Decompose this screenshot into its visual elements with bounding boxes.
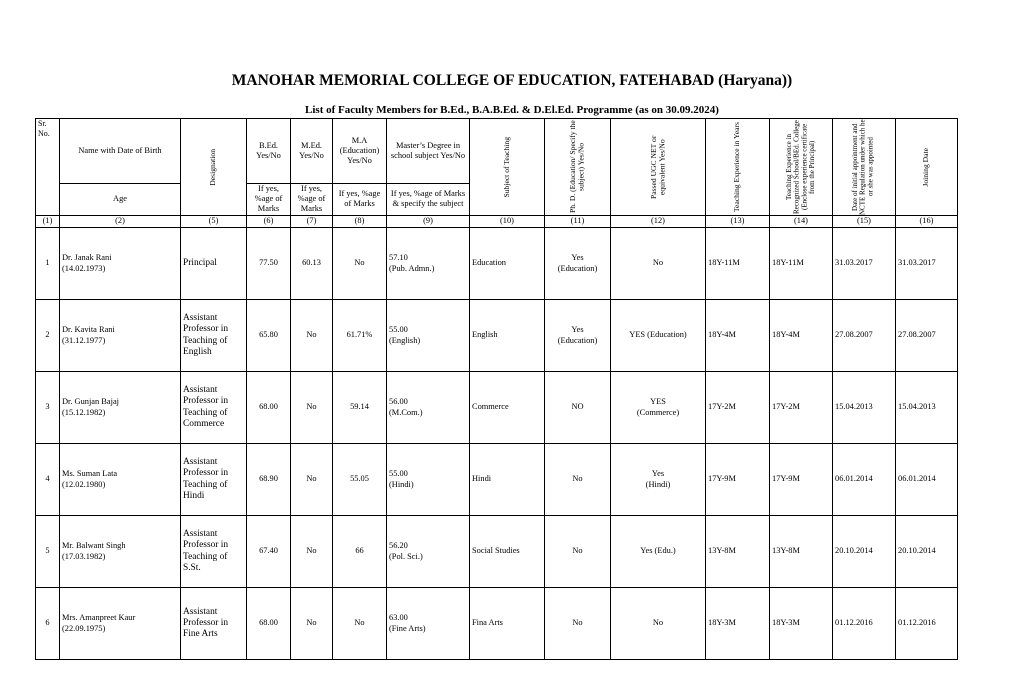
column-number: (14) — [770, 216, 833, 228]
faculty-name — [60, 372, 181, 444]
net-status: YES (Education) — [629, 330, 687, 340]
phd — [545, 372, 611, 444]
sr-no: 1 — [36, 228, 60, 300]
phd-status: Yes — [571, 325, 584, 335]
med-marks: No — [291, 588, 333, 660]
faculty-name — [60, 444, 181, 516]
phd-status: NO — [571, 402, 584, 412]
header-med: M.Ed. Yes/No — [291, 119, 333, 184]
net — [611, 444, 706, 516]
masters-subject: (Pol. Sci.) — [389, 551, 423, 561]
net — [611, 588, 706, 660]
column-number: (1) — [36, 216, 60, 228]
header-row-1 — [36, 119, 958, 184]
phd — [545, 444, 611, 516]
column-number: (12) — [611, 216, 706, 228]
subject-of-teaching: Fina Arts — [470, 588, 545, 660]
initial-appointment-date: 15.04.2013 — [833, 372, 896, 444]
table-row — [36, 444, 958, 516]
net-status: No — [652, 618, 664, 628]
joining-date: 01.12.2016 — [896, 588, 958, 660]
document-title: MANOHAR MEMORIAL COLLEGE OF EDUCATION, FATEHABAD (Haryana)) — [231, 72, 793, 89]
designation: Assistant Professor in Teaching of English — [181, 300, 247, 372]
faculty-name-text: Dr. Gunjan Bajaj — [62, 397, 119, 407]
masters-subject: (Fine Arts) — [389, 623, 426, 633]
faculty-dob: (15.12.1982) — [62, 407, 106, 417]
faculty-name — [60, 228, 181, 300]
designation: Principal — [181, 228, 247, 300]
med-marks: No — [291, 372, 333, 444]
ma-marks: 59.14 — [333, 372, 387, 444]
med-marks: No — [291, 444, 333, 516]
net-detail: (Hindi) — [645, 479, 671, 489]
bed-marks: 77.50 — [247, 228, 291, 300]
teaching-experience: 18Y-11M — [706, 228, 770, 300]
header-joining-date: Joining Date — [896, 119, 958, 216]
med-marks: No — [291, 516, 333, 588]
designation: Assistant Professor in Fine Arts — [181, 588, 247, 660]
table-row — [36, 372, 958, 444]
ma-marks: 55.05 — [333, 444, 387, 516]
masters-subject: (English) — [389, 335, 421, 345]
faculty-name-text: Dr. Janak Rani — [62, 253, 112, 263]
phd-status: No — [572, 546, 583, 556]
faculty-name — [60, 516, 181, 588]
teaching-experience: 18Y-3M — [706, 588, 770, 660]
recognized-experience: 17Y-2M — [770, 372, 833, 444]
subject-of-teaching: Commerce — [470, 372, 545, 444]
ma-marks: 61.71% — [333, 300, 387, 372]
masters-degree — [387, 228, 470, 300]
faculty-name-text: Dr. Kavita Rani — [62, 325, 115, 335]
phd — [545, 300, 611, 372]
header-masters-sub: If yes, %age of Marks & specify the subject — [387, 183, 470, 215]
teaching-experience: 18Y-4M — [706, 300, 770, 372]
column-number: (5) — [181, 216, 247, 228]
teaching-experience: 17Y-2M — [706, 372, 770, 444]
column-number: (16) — [896, 216, 958, 228]
net-detail: (Commerce) — [636, 407, 680, 417]
faculty-dob: (12.02.1980) — [62, 479, 106, 489]
header-sr-no: Sr. No. — [36, 119, 60, 216]
net — [611, 372, 706, 444]
faculty-dob: (14.02.1973) — [62, 263, 106, 273]
faculty-dob: (31.12.1977) — [62, 335, 106, 345]
initial-appointment-date: 01.12.2016 — [833, 588, 896, 660]
phd-status: No — [572, 618, 583, 628]
recognized-experience: 13Y-8M — [770, 516, 833, 588]
header-age: Age — [60, 183, 181, 215]
faculty-name — [60, 300, 181, 372]
header-ma: M.A (Education) Yes/No — [333, 119, 387, 184]
med-marks: 60.13 — [291, 228, 333, 300]
joining-date: 15.04.2013 — [896, 372, 958, 444]
column-number: (8) — [333, 216, 387, 228]
masters-marks: 56.20 — [389, 541, 408, 551]
sr-no: 5 — [36, 516, 60, 588]
header-masters: Master’s Degree in school subject Yes/No — [387, 119, 470, 184]
phd — [545, 228, 611, 300]
sr-no: 3 — [36, 372, 60, 444]
masters-subject: (M.Com.) — [389, 407, 423, 417]
bed-marks: 68.00 — [247, 588, 291, 660]
header-experience-recognized: Teaching Experience in Recognized School/BEd. College (Enclose experience certificate from the Principal) — [770, 119, 833, 216]
net-status: Yes (Edu.) — [640, 546, 676, 556]
document-subtitle: List of Faculty Members for B.Ed., B.A.B.Ed. & D.El.Ed. Programme (as on 30.09.2024) — [305, 104, 719, 116]
phd — [545, 516, 611, 588]
header-bed-sub: If yes, %age of Marks — [247, 183, 291, 215]
bed-marks: 68.90 — [247, 444, 291, 516]
net-status: YES — [650, 397, 666, 407]
header-med-sub: If yes, %age of Marks — [291, 183, 333, 215]
column-number: (11) — [545, 216, 611, 228]
sr-no: 2 — [36, 300, 60, 372]
masters-marks: 55.00 — [389, 325, 408, 335]
joining-date: 20.10.2014 — [896, 516, 958, 588]
phd-subject: (Education) — [557, 263, 598, 273]
header-initial-appointment: Date of initial appointment and NCTE Regulation under which he or she was appointed — [833, 119, 896, 216]
faculty-name-text: Ms. Suman Lata — [62, 469, 118, 479]
faculty-name-text: Mrs. Amanpreet Kaur — [62, 613, 136, 623]
bed-marks: 65.80 — [247, 300, 291, 372]
header-experience: Teaching Experience in Years — [706, 119, 770, 216]
sr-no: 4 — [36, 444, 60, 516]
recognized-experience: 17Y-9M — [770, 444, 833, 516]
faculty-dob: (17.03.1982) — [62, 551, 106, 561]
header-net: Passed UGC NET or equivalent Yes/No — [611, 119, 706, 216]
table-row — [36, 228, 958, 300]
masters-degree — [387, 588, 470, 660]
subject-of-teaching: Social Studies — [470, 516, 545, 588]
column-number: (15) — [833, 216, 896, 228]
net — [611, 300, 706, 372]
joining-date: 27.08.2007 — [896, 300, 958, 372]
faculty-dob: (22.09.1975) — [62, 623, 106, 633]
sr-no: 6 — [36, 588, 60, 660]
phd-status: Yes — [571, 253, 584, 263]
net-status: No — [652, 258, 664, 268]
masters-marks: 55.00 — [389, 469, 408, 479]
table-row — [36, 516, 958, 588]
table-row — [36, 300, 958, 372]
subject-of-teaching: Education — [470, 228, 545, 300]
ma-marks: No — [333, 228, 387, 300]
ma-marks: 66 — [333, 516, 387, 588]
initial-appointment-date: 31.03.2017 — [833, 228, 896, 300]
header-designation: Designation — [181, 119, 247, 216]
header-bed: B.Ed. Yes/No — [247, 119, 291, 184]
header-subject: Subject of Teaching — [470, 119, 545, 216]
net — [611, 228, 706, 300]
masters-degree — [387, 444, 470, 516]
joining-date: 06.01.2014 — [896, 444, 958, 516]
column-number: (2) — [60, 216, 181, 228]
net-status: Yes — [651, 469, 665, 479]
recognized-experience: 18Y-11M — [770, 228, 833, 300]
masters-degree — [387, 300, 470, 372]
masters-subject: (Pub. Admn.) — [389, 263, 435, 273]
designation: Assistant Professor in Teaching of Hindi — [181, 444, 247, 516]
bed-marks: 67.40 — [247, 516, 291, 588]
initial-appointment-date: 20.10.2014 — [833, 516, 896, 588]
faculty-table — [35, 118, 958, 660]
header-ma-sub: If yes, %age of Marks — [333, 183, 387, 215]
faculty-name-text: Mr. Balwant Singh — [62, 541, 126, 551]
column-number: (9) — [387, 216, 470, 228]
teaching-experience: 13Y-8M — [706, 516, 770, 588]
phd — [545, 588, 611, 660]
column-number: (13) — [706, 216, 770, 228]
net — [611, 516, 706, 588]
table-row — [36, 588, 958, 660]
ma-marks: No — [333, 588, 387, 660]
designation: Assistant Professor in Teaching of S.St. — [181, 516, 247, 588]
subject-of-teaching: English — [470, 300, 545, 372]
masters-degree — [387, 372, 470, 444]
teaching-experience: 17Y-9M — [706, 444, 770, 516]
masters-marks: 56.00 — [389, 397, 408, 407]
phd-subject: (Education) — [557, 335, 598, 345]
masters-marks: 63.00 — [389, 613, 408, 623]
med-marks: No — [291, 300, 333, 372]
designation: Assistant Professor in Teaching of Commerce — [181, 372, 247, 444]
column-number: (7) — [291, 216, 333, 228]
header-phd: Ph. D. (Education/ Specify the subject) Yes/No — [545, 119, 611, 216]
subject-of-teaching: Hindi — [470, 444, 545, 516]
masters-subject: (Hindi) — [389, 479, 414, 489]
initial-appointment-date: 27.08.2007 — [833, 300, 896, 372]
column-number: (6) — [247, 216, 291, 228]
column-number-row — [36, 216, 958, 228]
initial-appointment-date: 06.01.2014 — [833, 444, 896, 516]
joining-date: 31.03.2017 — [896, 228, 958, 300]
header-name: Name with Date of Birth — [60, 119, 181, 184]
masters-degree — [387, 516, 470, 588]
faculty-name — [60, 588, 181, 660]
bed-marks: 68.00 — [247, 372, 291, 444]
column-number: (10) — [470, 216, 545, 228]
masters-marks: 57.10 — [389, 253, 408, 263]
recognized-experience: 18Y-4M — [770, 300, 833, 372]
recognized-experience: 18Y-3M — [770, 588, 833, 660]
phd-status: No — [572, 474, 583, 484]
